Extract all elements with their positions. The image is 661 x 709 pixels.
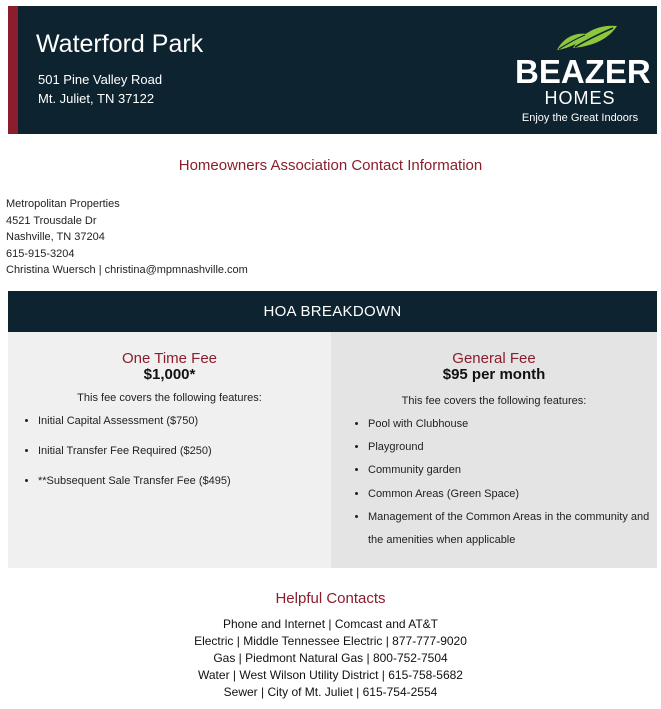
community-header (8, 6, 657, 134)
general-fee-covers: This fee covers the following features: (401, 395, 587, 407)
contact-street: 4521 Trousdale Dr (6, 214, 97, 227)
hoa-contact-block (6, 196, 248, 279)
beazer-logo (515, 20, 651, 128)
list-item: • Playground (368, 436, 658, 459)
one-time-fee-panel (8, 332, 331, 568)
general-fee-price: $95 per month (442, 366, 546, 383)
contact-sewer: Sewer | City of Mt. Juliet | 615-754-2554 (223, 685, 438, 699)
leaf-icon (553, 20, 621, 56)
general-fee-list (350, 413, 658, 552)
community-address (38, 70, 162, 108)
logo-sub: HOMES (544, 88, 616, 108)
hoa-contact-heading: Homeowners Association Contact Information (178, 157, 483, 174)
contact-phone-internet: Phone and Internet | Comcast and AT&T (222, 617, 438, 631)
list-item: • Community garden (368, 459, 658, 482)
contact-phone: 615-915-3204 (6, 247, 75, 260)
list-item: • Initial Transfer Fee Required ($250) (38, 443, 328, 473)
address-line-1: 501 Pine Valley Road (38, 72, 163, 87)
helpful-contacts-heading: Helpful Contacts (275, 590, 386, 607)
list-item: • Pool with Clubhouse (368, 413, 658, 436)
list-item: • Initial Capital Assessment ($750) (38, 413, 328, 443)
list-item: • Common Areas (Green Space) (368, 483, 658, 506)
one-time-fee-covers: This fee covers the following features: (77, 392, 262, 404)
contact-company: Metropolitan Properties (6, 198, 120, 210)
one-time-fee-title: One Time Fee (121, 350, 218, 367)
general-fee-panel (331, 332, 657, 568)
contact-electric: Electric | Middle Tennessee Electric | 877-777-9020 (194, 634, 467, 648)
one-time-fee-list (20, 413, 328, 503)
community-name: Waterford Park (36, 30, 204, 58)
contact-water: Water | West Wilson Utility District | 615-758-5682 (198, 668, 463, 682)
contact-person-email: Christina Wuersch | christina@mpmnashville.com (6, 264, 248, 276)
helpful-contacts-list (0, 616, 661, 701)
hoa-breakdown-heading: HOA BREAKDOWN (8, 291, 657, 332)
header-accent-bar (8, 6, 18, 134)
address-line-2: Mt. Juliet, TN 37122 (38, 91, 155, 106)
general-fee-title: General Fee (452, 350, 536, 367)
list-item: • Management of the Common Areas in the community and the amenities when applicable (368, 506, 658, 552)
list-item: • **Subsequent Sale Transfer Fee ($495) (38, 473, 328, 503)
logo-brand: BEAZER (515, 53, 651, 90)
logo-tagline: Enjoy the Great Indoors (521, 112, 639, 124)
one-time-fee-price: $1,000* (143, 366, 196, 383)
contact-gas: Gas | Piedmont Natural Gas | 800-752-7504 (213, 651, 448, 665)
contact-city: Nashville, TN 37204 (6, 231, 105, 243)
